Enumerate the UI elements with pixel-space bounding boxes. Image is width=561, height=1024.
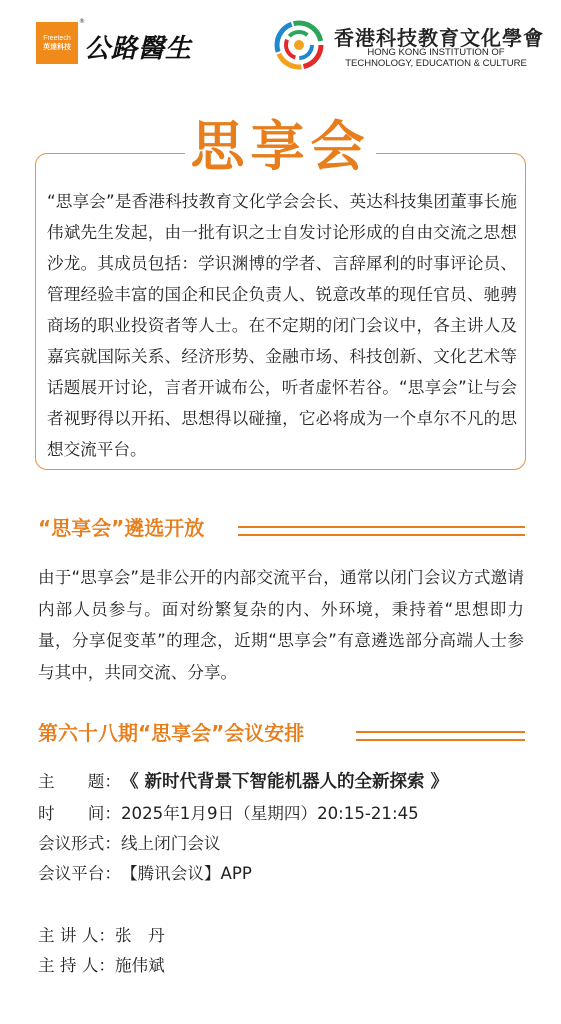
speaker-value: 张 丹 — [114, 926, 165, 945]
topic-value: 《 新时代背景下智能机器人的全新探索 》 — [120, 772, 449, 792]
intro-text: “思享会”是香港科技教育文化学会会长、英达科技集团董事长施伟斌先生发起，由一批有识之士自发讨论形成的自由交流之思想沙龙。其成员包括：学识渊博的学者、言辞犀利的时事评论员、管理经验丰富的国企和民企负责人、锐意改革的现任官员、驰骋商场的职业投资者等人士。在不定期的闭门会议中，各主讲人及嘉宾就国际关系、经济形势、金融市场、科技创新、文化艺术等话题展开讨论，言者开诚布公，听者虚怀若谷。“思享会”让与会者视野得以开拓、思想得以碰撞，它必将成为一个卓尔不凡的思想交流平台。 — [47, 192, 517, 459]
hk-institution-emblem-icon — [274, 20, 324, 70]
hk-institution-name-cn: 香港科技教育文化學會 — [334, 26, 544, 50]
host-label: 主 持 人： — [38, 956, 115, 975]
brand-logo-text: 公路醫生 — [84, 34, 193, 64]
title-container — [185, 114, 376, 178]
freetech-logo-cn: 英達科技 — [43, 43, 71, 51]
page-title: 思享会 — [190, 114, 371, 178]
platform-row — [38, 860, 252, 884]
hk-institution-name-en-line1: HONG KONG INSTITUTION OF — [367, 47, 505, 58]
host-value: 施伟斌 — [114, 956, 165, 975]
section-schedule-rule — [356, 731, 525, 741]
speaker-label: 主 讲 人： — [38, 926, 115, 945]
format-row — [38, 830, 221, 854]
registered-icon: ® — [79, 18, 85, 25]
section-selection-title: “思享会”遴选开放 — [38, 516, 205, 540]
format-value: 线上闭门会议 — [120, 834, 221, 853]
freetech-logo — [36, 22, 78, 64]
section-schedule-title: 第六十八期“思享会”会议安排 — [38, 721, 305, 745]
host-row — [38, 952, 165, 976]
platform-label: 会议平台： — [38, 864, 121, 883]
topic-label: 主 题： — [38, 772, 121, 791]
time-label: 时 间： — [38, 804, 121, 823]
topic-row — [38, 768, 448, 793]
format-label: 会议形式： — [38, 834, 121, 853]
freetech-logo-en: Freetech — [43, 35, 71, 42]
hk-institution-name-en-line2: TECHNOLOGY, EDUCATION & CULTURE — [345, 58, 527, 69]
section-selection-header — [38, 512, 204, 541]
header — [0, 0, 561, 80]
speaker-row — [38, 922, 165, 946]
platform-value: 【腾讯会议】APP — [120, 864, 252, 883]
section-selection-body: 由于“思享会”是非公开的内部交流平台，通常以闭门会议方式邀请内部人员参与。面对纷繁复杂的内、外环境，秉持着“思想即力量，分享促变革”的理念，近期“思享会”有意遴选部分高端人士参与其中，共同交流、分享。 — [38, 568, 524, 682]
hk-institution-name-en — [336, 47, 536, 69]
time-row — [38, 800, 419, 824]
section-schedule-header — [38, 717, 304, 746]
section-selection-rule — [238, 526, 525, 536]
time-value: 2025年1月9日（星期四）20:15-21:45 — [120, 804, 419, 823]
